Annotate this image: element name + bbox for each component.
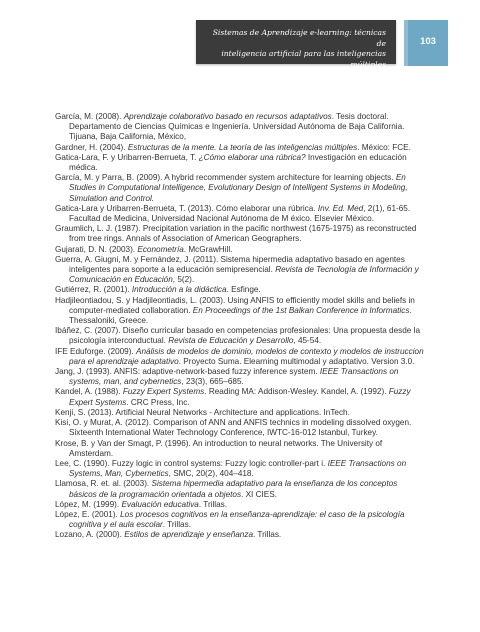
reference-text: . Esfinge. bbox=[226, 285, 261, 295]
reference-text: Kandel, A. (1988). bbox=[55, 387, 123, 397]
reference-text: IFE Eduforge. (2009). bbox=[55, 346, 137, 356]
reference-text: Gardner, H. (2004). bbox=[55, 142, 128, 152]
reference-text: López, M. (1999). bbox=[55, 499, 122, 509]
reference-entry bbox=[55, 224, 427, 244]
reference-text: , 45-54. bbox=[293, 336, 322, 346]
reference-text: Investigación en educación médica. bbox=[69, 152, 407, 173]
reference-entry bbox=[55, 143, 427, 153]
reference-text: . México: FCE. bbox=[357, 142, 411, 152]
reference-italic-text: Fuzzy Expert Systems bbox=[122, 387, 205, 397]
reference-entry bbox=[55, 418, 427, 438]
running-header-title bbox=[206, 28, 386, 70]
reference-entry bbox=[55, 326, 427, 346]
reference-text: García, M. y Parra, B. (2009). A hybrid recommender system architecture for learning objects. bbox=[55, 173, 396, 183]
reference-entry bbox=[55, 459, 427, 479]
reference-text: Graumlich, L. J. (1987). Precipitation variation in the pacific northwest (1675-1975) as reconstructed from tree rings. Annals of Association of American Geographers. bbox=[55, 224, 417, 244]
reference-italic-text: Inv. Ed. Med bbox=[317, 203, 364, 213]
reference-text: . Reading MA: Addison-Wesley. Kandel, A. (1992). bbox=[204, 387, 389, 397]
reference-text: , 5(2). bbox=[172, 275, 195, 285]
reference-text: . XI CIES. bbox=[241, 489, 277, 499]
reference-italic-text: Aprendizaje colaborativo basado en recursos adaptativos bbox=[123, 112, 332, 121]
reference-italic-text: IEEE Transactions on Systems, Man, Cybernetics bbox=[69, 458, 407, 479]
reference-italic-text: Sistema hipermedia adaptativo para la enseñanza de los conceptos básicos de la programación orientada a objetos bbox=[69, 479, 398, 499]
running-header-band bbox=[196, 20, 396, 69]
reference-italic-text: Fuzzy Expert Systems bbox=[69, 387, 411, 407]
reference-italic-text: Introducción a la didáctica bbox=[131, 285, 227, 295]
reference-entry bbox=[55, 285, 427, 295]
reference-italic-text: Revista de Educación y Desarrollo bbox=[168, 336, 294, 346]
reference-text: , 23(3), 665–685. bbox=[181, 377, 244, 387]
reference-text: , 2(1), 61-65. Facultad de Medicina, Universidad Nacional Autónoma de M éxico. Elsevier México. bbox=[69, 203, 411, 224]
reference-text: , SMC, 20(2), 404–418. bbox=[168, 469, 254, 479]
reference-italic-text: Econometría bbox=[137, 244, 184, 254]
reference-text: Gatica-Lara, F. y Uribarren-Berrueta, T. bbox=[55, 152, 199, 162]
reference-entry bbox=[55, 112, 427, 143]
reference-text: . Tesis doctoral. Departamento de Ciencias Químicas e Ingeniería. Universidad Autónoma de Baja California. Tijuana, Baja California, México, bbox=[69, 112, 405, 142]
reference-italic-text: IEEE Transactions on systems, man, and cybernetics bbox=[69, 367, 399, 387]
reference-italic-text: Estilos de aprendizaje y enseñanza bbox=[124, 530, 253, 540]
running-header-line-1: Sistemas de Aprendizaje e-learning: técnicas de bbox=[212, 28, 386, 48]
reference-text: Gatica-Lara y Uribarren-Berrueta, T. (2013). Cómo elaborar una rúbrica. bbox=[55, 203, 318, 213]
reference-entry bbox=[55, 510, 427, 530]
reference-entry bbox=[55, 387, 427, 407]
reference-text: . Trillas. bbox=[253, 530, 282, 540]
reference-italic-text: Evaluación educativa bbox=[121, 499, 199, 509]
reference-text: Jang, J. (1993). ANFIS: adaptive-network-based fuzzy inference system. bbox=[55, 367, 320, 377]
reference-text: . Trillas. bbox=[198, 499, 228, 509]
reference-text: Gutiérrez, R. (2001). bbox=[55, 285, 132, 295]
reference-entry bbox=[55, 479, 427, 499]
reference-list bbox=[55, 112, 427, 541]
reference-entry bbox=[55, 530, 427, 540]
reference-text: Gujarati, D. N. (2003). bbox=[55, 244, 138, 254]
reference-text: Kisi, O. y Murat, A. (2012). Comparison of ANN and ANFIS technics in modeling dissolved oxygen. Sixteenth International Water Technology Conference, IWTC-16-012 Istanbul, Turkey. bbox=[55, 418, 412, 438]
reference-text: . CRC Press, Inc. bbox=[126, 397, 190, 407]
reference-text: Krose, B. y Van der Smagt, P. (1996). An introduction to neural networks. The University of Amsterdam. bbox=[55, 438, 383, 458]
reference-text: Ibáñez, C. (2007). Diseño curricular basado en competencias profesionales: Una propuesta desde la psicología interconductual. bbox=[55, 326, 421, 346]
reference-entry bbox=[55, 173, 427, 204]
reference-entry bbox=[55, 204, 427, 224]
reference-entry bbox=[55, 408, 427, 418]
reference-text: Lozano, A. (2000). bbox=[55, 530, 125, 540]
reference-italic-text: Estructuras de la mente. La teoría de las inteligencias múltiples bbox=[127, 142, 358, 152]
reference-text: García, M. (2008). bbox=[55, 112, 124, 121]
reference-italic-text: Análisis de modelos de dominio, modelos de contexto y modelos de instruccion para el aprendizaje adaptativo bbox=[69, 346, 424, 366]
page-number: 103 bbox=[420, 36, 436, 47]
reference-entry bbox=[55, 296, 427, 327]
reference-text: Hadjileontiadou, S. y Hadjileontiadis, L. (2003). Using ANFIS to efficiently model skills and beliefs in computer-mediated collaboration. bbox=[55, 295, 415, 315]
reference-text: Llamosa, R. et. al. (2003). bbox=[55, 479, 152, 489]
reference-italic-text: ¿Cómo elaborar una rúbrica? bbox=[198, 152, 306, 162]
reference-text: López, E. (2001). bbox=[55, 509, 121, 519]
reference-italic-text: Revista de Tecnología de Información y Comunicación en Educación bbox=[69, 265, 419, 285]
reference-entry bbox=[55, 367, 427, 387]
reference-entry bbox=[55, 500, 427, 510]
reference-text: . Proyecto Suma. Elearning multimodal y adaptativo. Version 3.0. bbox=[178, 356, 415, 366]
page-number-tab bbox=[404, 20, 448, 66]
reference-text: . Trillas. bbox=[162, 520, 191, 530]
reference-text: . McGrawHill. bbox=[183, 244, 233, 254]
reference-text: Lee, C. (1990). Fuzzy logic in control systems: Fuzzy logic controller-part i. bbox=[55, 458, 328, 468]
reference-entry bbox=[55, 245, 427, 255]
reference-italic-text: En Proceedings of the 1st Balkan Conference in Informatics bbox=[192, 305, 410, 315]
reference-italic-text: En Studies in Computational Intelligence, Evolutionary Design of Intelligent Systems in Modeling, Simulation and Control. bbox=[69, 173, 408, 203]
reference-italic-text: Los procesos cognitivos en la enseñanza-aprendizaje: el caso de la psicología cognitiva y el aula escolar bbox=[69, 509, 405, 530]
reference-entry bbox=[55, 439, 427, 459]
reference-text: Kenji, S. (2013). Artificial Neural Networks - Architecture and applications. InTech. bbox=[55, 407, 350, 417]
reference-entry bbox=[55, 347, 427, 367]
running-header-line-2: inteligencia artificial para las inteligencias múltiples bbox=[221, 49, 386, 69]
reference-entry bbox=[55, 153, 427, 173]
reference-text: . Thessaloniki, Greece. bbox=[69, 305, 412, 326]
reference-text: Guerra, A. Giugni, M. y Fernández, J. (2011). Sistema hipermedia adaptativo basado en agentes inteligentes para soporte a la educación semipresencial. bbox=[55, 254, 405, 275]
reference-entry bbox=[55, 255, 427, 286]
